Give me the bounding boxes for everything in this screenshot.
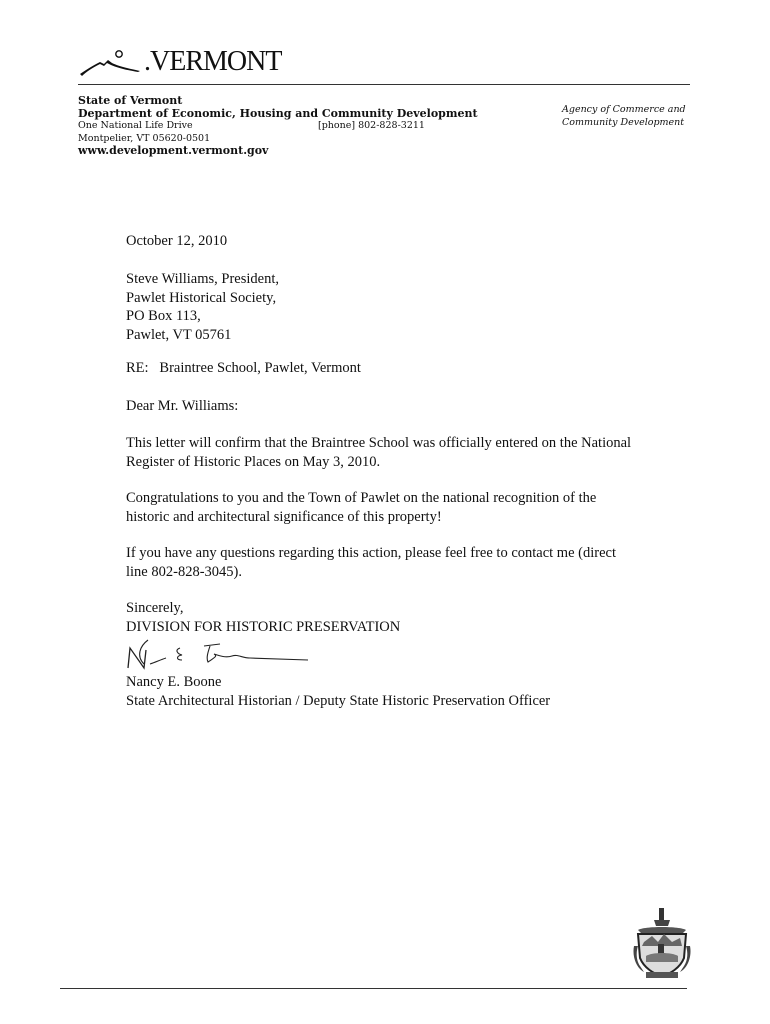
address-line-2: Montpelier, VT 05620-0501 xyxy=(78,132,211,144)
paragraph-line: If you have any questions regarding this action, please feel free to contact me (direct xyxy=(126,545,616,561)
recipient-address xyxy=(126,270,279,344)
signer-name: Nancy E. Boone xyxy=(126,674,222,690)
division-name: DIVISION FOR HISTORIC PRESERVATION xyxy=(126,618,401,635)
mountain-logo-icon xyxy=(78,48,148,78)
paragraph xyxy=(126,489,596,526)
subject-line: RE: Braintree School, Pawlet, Vermont xyxy=(126,360,361,376)
address-line-1: One National Life Drive xyxy=(78,120,193,131)
agency-line-2: Community Development xyxy=(562,117,685,128)
recipient-line: Pawlet Historical Society, xyxy=(126,289,277,306)
recipient-line: Pawlet, VT 05761 xyxy=(126,326,232,343)
recipient-line: Steve Williams, President, xyxy=(126,271,279,287)
paragraph-line: Register of Historic Places on May 3, 2010. xyxy=(126,453,381,470)
handwritten-signature xyxy=(122,638,312,676)
department-name: Department of Economic, Housing and Community Development xyxy=(78,106,478,120)
header-rule xyxy=(78,84,690,85)
closing: Sincerely, xyxy=(126,600,184,616)
signature-block xyxy=(126,673,550,710)
state-seal-icon xyxy=(632,906,692,980)
paragraph-line: historic and architectural significance of this property! xyxy=(126,508,442,525)
recipient-line: PO Box 113, xyxy=(126,308,201,325)
footer-rule xyxy=(60,988,687,989)
agency-line-1: Agency of Commerce and xyxy=(562,104,686,115)
state-name: State of Vermont xyxy=(78,94,183,107)
agency-name xyxy=(562,103,686,129)
paragraph-line: line 802-828-3045). xyxy=(126,563,242,580)
signer-title: State Architectural Historian / Deputy State Historic Preservation Officer xyxy=(126,692,551,709)
paragraph xyxy=(126,544,616,581)
paragraph-line: This letter will confirm that the Braintree School was officially entered on the National xyxy=(126,435,632,451)
paragraph-line: Congratulations to you and the Town of Pawlet on the national recognition of the xyxy=(126,490,597,506)
closing-block xyxy=(126,599,400,636)
logo-wordmark: .VERMONT xyxy=(144,46,282,77)
paragraph xyxy=(126,434,631,471)
letter-date: October 12, 2010 xyxy=(126,233,228,249)
salutation: Dear Mr. Williams: xyxy=(126,398,239,414)
website: www.development.vermont.gov xyxy=(78,144,269,157)
phone-number: [phone] 802-828-3211 xyxy=(318,120,425,131)
